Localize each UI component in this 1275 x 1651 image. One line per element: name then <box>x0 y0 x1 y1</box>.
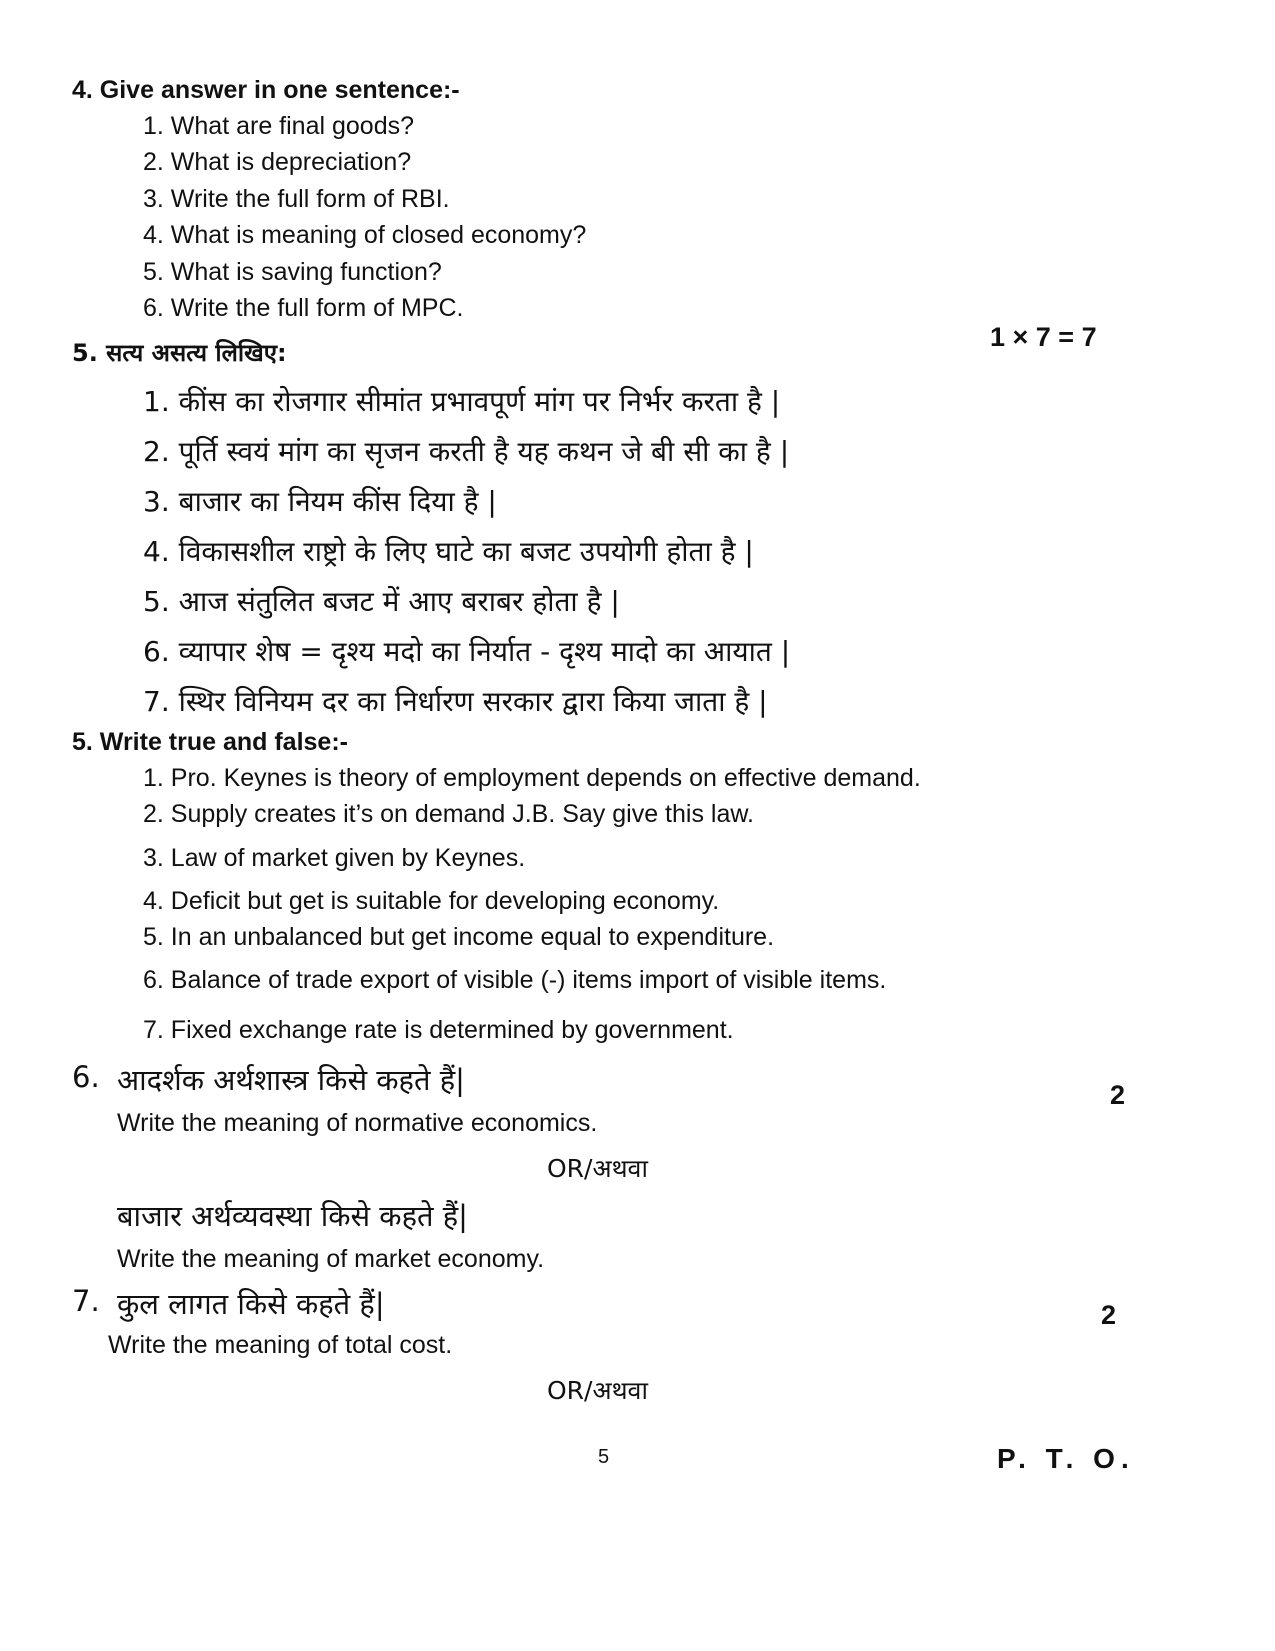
pto-label: P. T. O. <box>997 1443 1135 1474</box>
q4-item: 3. Write the full form of RBI. <box>143 185 450 213</box>
q5-hindi-item: 1. कींस का रोजगार सीमांत प्रभावपूर्ण मांग पर निर्भर करता है | <box>143 385 781 418</box>
q5-english-heading: 5. Write true and false:- <box>72 728 348 756</box>
q6-or: OR/अथवा <box>547 1154 648 1183</box>
q7-english: Write the meaning of total cost. <box>108 1331 453 1359</box>
q5-english-item: 7. Fixed exchange rate is determined by government. <box>143 1016 734 1044</box>
q5-hindi-item: 4. विकासशील राष्ट्रो के लिए घाटे का बजट उपयोगी होता है | <box>143 535 754 568</box>
q6-alt-english: Write the meaning of market economy. <box>117 1245 545 1273</box>
q7-marks: 2 <box>1101 1300 1117 1330</box>
q6-hindi: आदर्शक अर्थशास्त्र किसे कहते हैं| <box>117 1063 465 1097</box>
q7-number: 7. <box>72 1284 100 1318</box>
q5-hindi-item: 6. व्यापार शेष = दृश्य मदो का निर्यात - दृश्य मादो का आयात | <box>143 635 791 668</box>
q4-item: 5. What is saving function? <box>143 258 442 286</box>
q4-item: 4. What is meaning of closed economy? <box>143 221 587 249</box>
q5-english-item: 5. In an unbalanced but get income equal to expenditure. <box>143 923 775 951</box>
q5-hindi-item: 2. पूर्ति स्वयं मांग का सृजन करती है यह कथन जे बी सी का है | <box>143 435 790 468</box>
page-number: 5 <box>598 1446 610 1468</box>
q6-alt-hindi: बाजार अर्थव्यवस्था किसे कहते हैं| <box>117 1199 468 1233</box>
q7-or: OR/अथवा <box>547 1376 648 1405</box>
q4-item: 6. Write the full form of MPC. <box>143 294 464 322</box>
q5-hindi-item: 5. आज संतुलित बजट में आए बराबर होता है | <box>143 585 620 618</box>
q5-hindi-item: 3. बाजार का नियम कींस दिया है | <box>143 485 497 518</box>
q6-number: 6. <box>72 1060 100 1094</box>
q7-hindi: कुल लागत किसे कहते हैं| <box>117 1287 385 1321</box>
q5-marks: 1 × 7 = 7 <box>990 322 1097 352</box>
q5-english-item: 4. Deficit but get is suitable for developing economy. <box>143 887 720 915</box>
q5-english-item: 1. Pro. Keynes is theory of employment depends on effective demand. <box>143 764 921 792</box>
q4-item: 2. What is depreciation? <box>143 148 412 176</box>
q4-heading: 4. Give answer in one sentence:- <box>72 76 460 104</box>
q5-english-item: 6. Balance of trade export of visible (-) items import of visible items. <box>143 966 887 994</box>
q6-marks: 2 <box>1110 1080 1126 1110</box>
q5-hindi-item: 7. स्थिर विनियम दर का निर्धारण सरकार द्वारा किया जाता है | <box>143 685 768 718</box>
q5-hindi-heading: 5. सत्य असत्य लिखिए: <box>72 339 287 367</box>
q5-english-item: 2. Supply creates it’s on demand J.B. Say give this law. <box>143 800 754 828</box>
q5-english-item: 3. Law of market given by Keynes. <box>143 844 526 872</box>
q4-item: 1. What are final goods? <box>143 112 414 140</box>
q6-english: Write the meaning of normative economics. <box>117 1109 598 1137</box>
